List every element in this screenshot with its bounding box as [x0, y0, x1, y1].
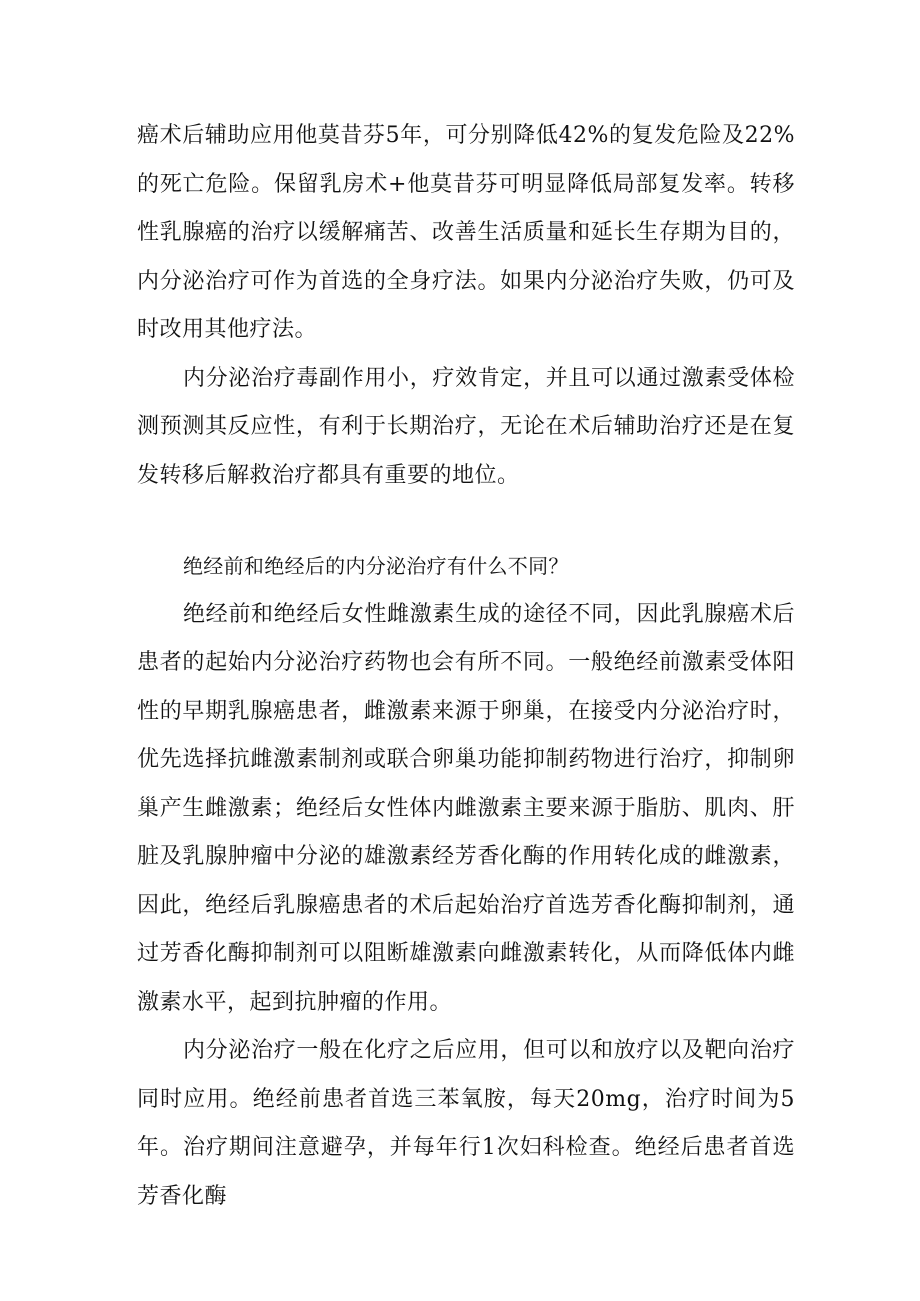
- paragraph-endocrine-benefits: 内分泌治疗毒副作用小，疗效肯定，并且可以通过激素受体检测预测其反应性，有利于长期治疗，无论在术后辅助治疗还是在复发转移后解救治疗都具有重要的地位。: [137, 365, 795, 488]
- paragraph-answer-treatment-timing: 内分泌治疗一般在化疗之后应用，但可以和放疗以及靶向治疗同时应用。绝经前患者首选三苯氧胺，每天20mg，治疗时间为5年。治疗期间注意避孕，并每年行1次妇科检查。绝经后患者首选芳香化酶: [137, 1038, 795, 1209]
- document-body: [137, 112, 795, 1221]
- section-spacer: [137, 500, 795, 542]
- paragraph-continuation: 癌术后辅助应用他莫昔芬5年，可分别降低42%的复发危险及22%的死亡危险。保留乳房术+他莫昔芬可明显降低局部复发率。转移性乳腺癌的治疗以缓解痛苦、改善生活质量和延长生存期为目的，内分泌治疗可作为首选的全身疗法。如果内分泌治疗失败，仍可及时改用其他疗法。: [137, 123, 795, 342]
- paragraph-answer-estrogen-sources: 绝经前和绝经后女性雌激素生成的途径不同，因此乳腺癌术后患者的起始内分泌治疗药物也会有所不同。一般绝经前激素受体阳性的早期乳腺癌患者，雌激素来源于卵巢，在接受内分泌治疗时，优先选择抗雌激素制剂或联合卵巢功能抑制药物进行治疗，抑制卵巢产生雌激素；绝经后女性体内雌激素主要来源于脂肪、肌肉、肝脏及乳腺肿瘤中分泌的雄激素经芳香化酶的作用转化成的雌激素，因此，绝经后乳腺癌患者的术后起始治疗首选芳香化酶抑制剂，通过芳香化酶抑制剂可以阻断雄激素向雌激素转化，从而降低体内雌激素水平，起到抗肿瘤的作用。: [137, 601, 795, 1015]
- section-question-heading: 绝经前和绝经后的内分泌治疗有什么不同？: [183, 554, 569, 578]
